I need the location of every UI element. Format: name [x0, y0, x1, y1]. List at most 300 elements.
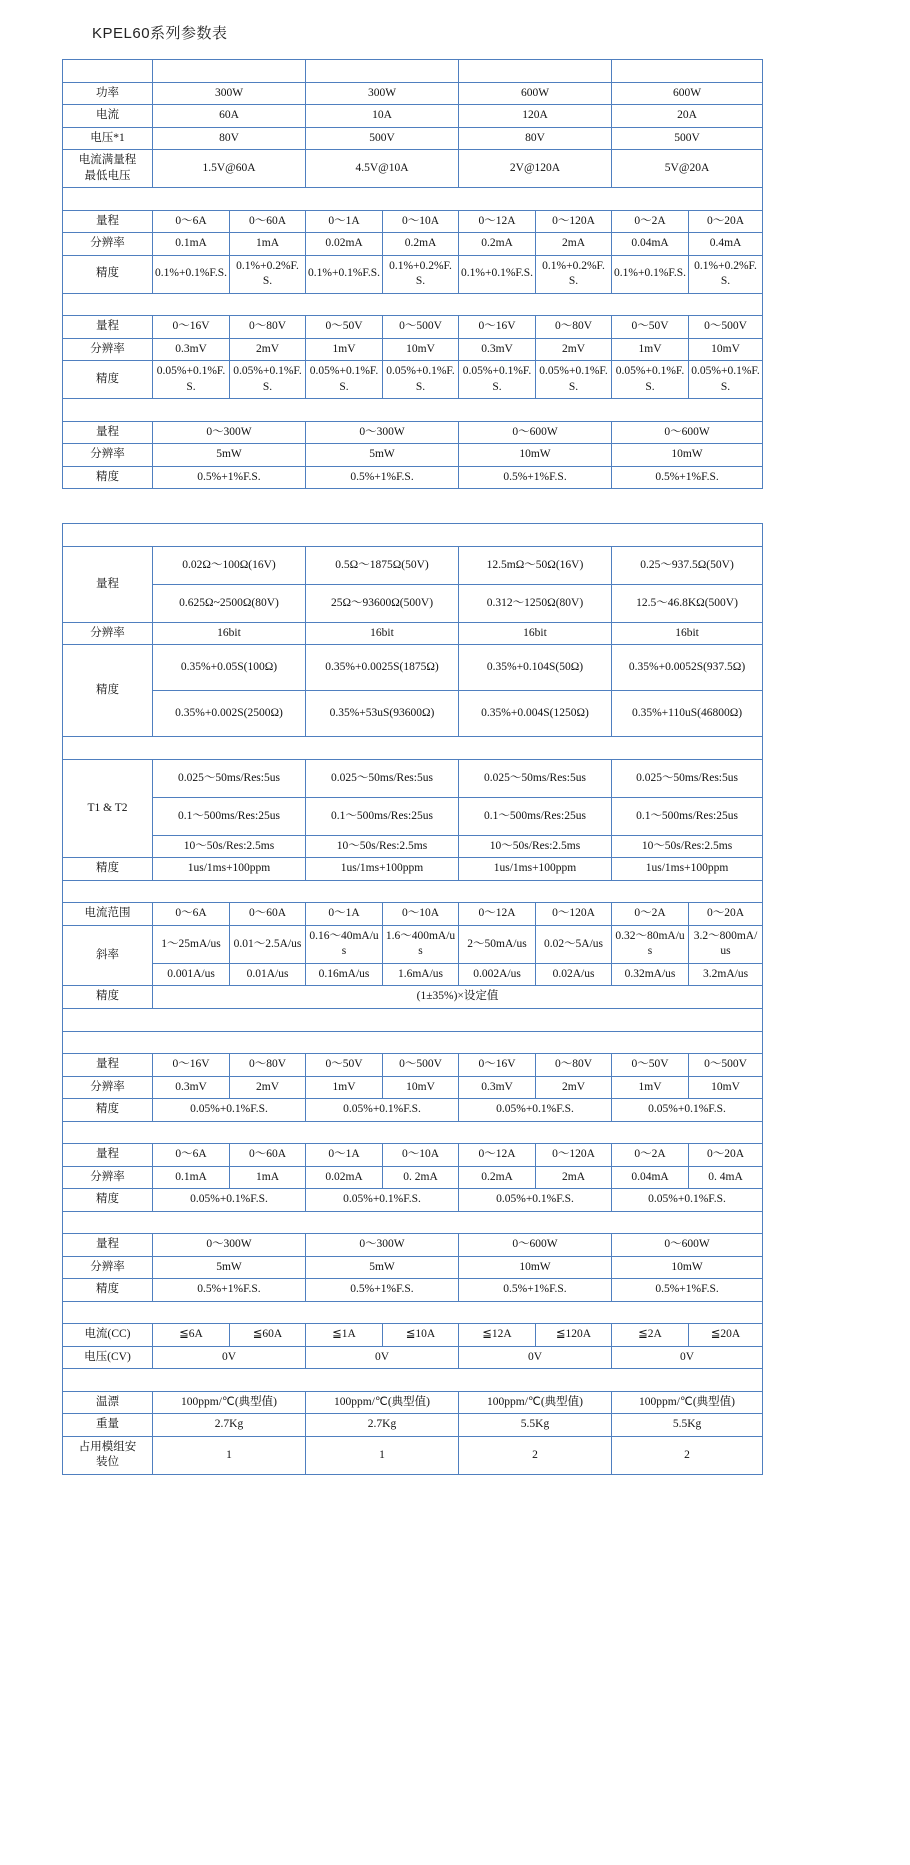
row-label-t1-t2: T1 & T2	[63, 759, 153, 858]
section-header-pmeas	[63, 1211, 763, 1234]
row-label-vmeas-range: 量程	[63, 1054, 153, 1077]
cell: 0V	[612, 1346, 763, 1369]
table-row	[63, 1189, 763, 1212]
cell: 10mW	[459, 1256, 612, 1279]
cell: 2mV	[230, 1076, 306, 1099]
row-label-short-cc: 电流(CC)	[63, 1324, 153, 1347]
row-label-module-slots	[63, 1436, 153, 1474]
cell: 0.16mA/us	[306, 963, 383, 986]
row-label-cc-range: 量程	[63, 210, 153, 233]
cell: 0～80V	[230, 1054, 306, 1077]
cell: 0.04mA	[612, 1166, 689, 1189]
cell: 0.1%+0.2%F.S.	[689, 255, 763, 293]
cell: 600W	[612, 82, 763, 105]
cell: 0.5%+1%F.S.	[306, 1279, 459, 1302]
section-title: 电压测量	[63, 1031, 763, 1054]
row-label-vmeas-resolution: 分辨率	[63, 1076, 153, 1099]
page-title: KPEL60系列参数表	[92, 25, 228, 42]
cell: 0.3mV	[459, 1076, 536, 1099]
table-row	[63, 210, 763, 233]
cell: 0～80V	[536, 316, 612, 339]
cell: 0～600W	[459, 421, 612, 444]
table-row	[63, 1144, 763, 1167]
row-label-pmeas-range: 量程	[63, 1234, 153, 1257]
row-label-cr-accuracy: 精度	[63, 645, 153, 737]
cell: 0.35%+0.004S(1250Ω)	[459, 691, 612, 737]
row-label-transient-accuracy: 精度	[63, 858, 153, 881]
cell: 10mW	[612, 1256, 763, 1279]
cell: 16bit	[153, 622, 306, 645]
row-label-cr-range: 量程	[63, 546, 153, 622]
section-title: 恒电压模式	[63, 293, 763, 316]
section-title: 斜率	[63, 880, 763, 903]
cell: 2～50mA/us	[459, 925, 536, 963]
cell: 5.5Kg	[612, 1414, 763, 1437]
cell: 80V	[153, 127, 306, 150]
cell: ≦20A	[689, 1324, 763, 1347]
cell: 2V@120A	[459, 150, 612, 188]
cell: 10mV	[383, 338, 459, 361]
cell: 100ppm/℃(典型值)	[306, 1391, 459, 1414]
cell: 1us/1ms+100ppm	[153, 858, 306, 881]
cell: 0～60A	[230, 1144, 306, 1167]
header-kpel603b: KPEL603B	[306, 60, 459, 83]
cell: 120A	[459, 105, 612, 128]
cell: 0～16V	[153, 1054, 230, 1077]
cell: 5mW	[153, 444, 306, 467]
label-line-1: 占用模组安	[78, 1440, 137, 1453]
cell: 0. 4mA	[689, 1166, 763, 1189]
cell: 0～10A	[383, 903, 459, 926]
table-row	[63, 645, 763, 691]
table-row	[63, 1346, 763, 1369]
spec-table-detail	[62, 523, 763, 1475]
cell: 100ppm/℃(典型值)	[153, 1391, 306, 1414]
cell: 0～500V	[383, 1054, 459, 1077]
cell: 2	[612, 1436, 763, 1474]
cell: 5mW	[306, 1256, 459, 1279]
cell: 0～6A	[153, 1144, 230, 1167]
cell: 0.02mA	[306, 233, 383, 256]
cell: 0～2A	[612, 903, 689, 926]
table-row	[63, 622, 763, 645]
section-header-measure	[63, 1008, 763, 1031]
cell: 0～60A	[230, 903, 306, 926]
cell: 0.1%+0.2%F.S.	[230, 255, 306, 293]
table-row	[63, 1324, 763, 1347]
section-title: 恒功率模式	[63, 399, 763, 422]
cell: 0～50V	[612, 1054, 689, 1077]
row-label-cr-resolution: 分辨率	[63, 622, 153, 645]
cell: 0～1A	[306, 903, 383, 926]
cell: 0.025～50ms/Res:5us	[459, 759, 612, 797]
section-title: 恒电阻模式	[63, 524, 763, 547]
cell: 0.04mA	[612, 233, 689, 256]
cell: 0.32mA/us	[612, 963, 689, 986]
cell: 0.5%+1%F.S.	[306, 466, 459, 489]
table-row	[63, 1076, 763, 1099]
cell: 2	[459, 1436, 612, 1474]
row-label-cv-accuracy: 精度	[63, 361, 153, 399]
table-row	[63, 1414, 763, 1437]
cell: 0.3mV	[153, 1076, 230, 1099]
table-row	[63, 444, 763, 467]
cell: (1±35%)×设定值	[153, 986, 763, 1009]
cell: 2mA	[536, 1166, 612, 1189]
cell: 0.35%+0.0025S(1875Ω)	[306, 645, 459, 691]
cell: 0.3mV	[153, 338, 230, 361]
row-label-imeas-accuracy: 精度	[63, 1189, 153, 1212]
cell: 0.025～50ms/Res:5us	[306, 759, 459, 797]
table-row	[63, 105, 763, 128]
cell: 0～300W	[306, 421, 459, 444]
cell: 10～50s/Res:2.5ms	[306, 835, 459, 858]
cell: 0.1%+0.1%F.S.	[459, 255, 536, 293]
cell: 0.002A/us	[459, 963, 536, 986]
cell: 20A	[612, 105, 763, 128]
cell: 0.05%+0.1%F.S.	[612, 1099, 763, 1122]
row-label-temp-drift: 温漂	[63, 1391, 153, 1414]
cell: 0.1%+0.1%F.S.	[153, 255, 230, 293]
cell: 0.02～5A/us	[536, 925, 612, 963]
cell: 0.1～500ms/Res:25us	[306, 797, 459, 835]
cell: 0～16V	[459, 1054, 536, 1077]
section-header-cp	[63, 399, 763, 422]
table-row	[63, 858, 763, 881]
cell: 0. 2mA	[383, 1166, 459, 1189]
cell: 1.5V@60A	[153, 150, 306, 188]
cell: 60A	[153, 105, 306, 128]
section-header-imeas	[63, 1121, 763, 1144]
cell: ≦120A	[536, 1324, 612, 1347]
row-label-current: 电流	[63, 105, 153, 128]
cell: 300W	[306, 82, 459, 105]
cell: 0～120A	[536, 1144, 612, 1167]
row-label-cv-range: 量程	[63, 316, 153, 339]
cell: 0.5Ω～1875Ω(50V)	[306, 546, 459, 584]
cell: 10mV	[689, 338, 763, 361]
cell: 2mV	[230, 338, 306, 361]
cell: 25Ω～93600Ω(500V)	[306, 584, 459, 622]
table-row	[63, 1099, 763, 1122]
cell: 0.1～500ms/Res:25us	[612, 797, 763, 835]
row-label-power: 功率	[63, 82, 153, 105]
cell: ≦12A	[459, 1324, 536, 1347]
cell: 0.32～80mA/us	[612, 925, 689, 963]
cell: ≦1A	[306, 1324, 383, 1347]
cell: 1	[153, 1436, 306, 1474]
table-row	[63, 466, 763, 489]
cell: 100ppm/℃(典型值)	[459, 1391, 612, 1414]
cell: 0.25～937.5Ω(50V)	[612, 546, 763, 584]
cell: 0.2mA	[459, 233, 536, 256]
table-row	[63, 691, 763, 737]
label-line-2: 装位	[96, 1456, 119, 1469]
table-row	[63, 127, 763, 150]
cell: 10mV	[689, 1076, 763, 1099]
cell: 0.16～40mA/us	[306, 925, 383, 963]
cell: 0～50V	[306, 316, 383, 339]
table-row	[63, 1054, 763, 1077]
section-header-transient	[63, 737, 763, 760]
cell: 0～50V	[306, 1054, 383, 1077]
cell: 0.35%+110uS(46800Ω)	[612, 691, 763, 737]
row-label-cp-accuracy: 精度	[63, 466, 153, 489]
cell: 80V	[459, 127, 612, 150]
cell: 0.01A/us	[230, 963, 306, 986]
cell: 3.2mA/us	[689, 963, 763, 986]
section-title: 电流测量	[63, 1121, 763, 1144]
header-kpel606b: KPEL606B	[612, 60, 763, 83]
cell: 12.5～46.8KΩ(500V)	[612, 584, 763, 622]
table-row	[63, 255, 763, 293]
cell: 0～600W	[612, 421, 763, 444]
cell: 0.1%+0.1%F.S.	[612, 255, 689, 293]
cell: 10mW	[459, 444, 612, 467]
header-kpel603a: KPEL603A	[153, 60, 306, 83]
section-title: 短路特性	[63, 1301, 763, 1324]
cell: 0.35%+0.002S(2500Ω)	[153, 691, 306, 737]
cell: ≦60A	[230, 1324, 306, 1347]
cell: 0.1%+0.2%F.S.	[536, 255, 612, 293]
header-kpel606a: KPEL606A	[459, 60, 612, 83]
cell: 0.625Ω~2500Ω(80V)	[153, 584, 306, 622]
cell: 1mA	[230, 233, 306, 256]
cell: 10mV	[383, 1076, 459, 1099]
cell: 0～1A	[306, 1144, 383, 1167]
section-header-cc	[63, 188, 763, 211]
cell: 0～300W	[153, 1234, 306, 1257]
cell: 10～50s/Res:2.5ms	[459, 835, 612, 858]
cell: 1mA	[230, 1166, 306, 1189]
row-label-cc-resolution: 分辨率	[63, 233, 153, 256]
cell: 0.02Ω～100Ω(16V)	[153, 546, 306, 584]
cell: 5mW	[153, 1256, 306, 1279]
row-label-short-cv: 电压(CV)	[63, 1346, 153, 1369]
table-row	[63, 797, 763, 835]
cell: 0.05%+0.1%F.S.	[230, 361, 306, 399]
cell: 2mV	[536, 1076, 612, 1099]
table-row	[63, 1256, 763, 1279]
cell: 0.025～50ms/Res:5us	[153, 759, 306, 797]
cell: 0～2A	[612, 210, 689, 233]
table-row	[63, 421, 763, 444]
cell: 0～300W	[306, 1234, 459, 1257]
cell: 0～20A	[689, 903, 763, 926]
cell: 2mV	[536, 338, 612, 361]
section-title: 功率测量	[63, 1211, 763, 1234]
row-label-cp-range: 量程	[63, 421, 153, 444]
cell: 10～50s/Res:2.5ms	[612, 835, 763, 858]
cell: 0～12A	[459, 903, 536, 926]
cell: 1us/1ms+100ppm	[459, 858, 612, 881]
cell: 0～1A	[306, 210, 383, 233]
table-row-header	[63, 60, 763, 83]
cell: 0.5%+1%F.S.	[612, 1279, 763, 1302]
spec-table-basic	[62, 59, 763, 489]
cell: 16bit	[459, 622, 612, 645]
cell: 0.35%+0.0052S(937.5Ω)	[612, 645, 763, 691]
row-label-slew-current-range: 电流范围	[63, 903, 153, 926]
section-header-vmeas	[63, 1031, 763, 1054]
table-row	[63, 150, 763, 188]
cell: 2mA	[536, 233, 612, 256]
table-row	[63, 1166, 763, 1189]
row-label-imeas-range: 量程	[63, 1144, 153, 1167]
cell: 300W	[153, 82, 306, 105]
cell: 0～10A	[383, 210, 459, 233]
cell: 0.025～50ms/Res:5us	[612, 759, 763, 797]
cell: 1mV	[306, 338, 383, 361]
cell: 0.1%+0.2%F.S.	[383, 255, 459, 293]
cell: 0～2A	[612, 1144, 689, 1167]
cell: 0～12A	[459, 1144, 536, 1167]
cell: 0.1mA	[153, 233, 230, 256]
cell: 500V	[612, 127, 763, 150]
cell: 0.05%+0.1%F.S.	[536, 361, 612, 399]
cell: 0～6A	[153, 210, 230, 233]
cell: 0～80V	[536, 1054, 612, 1077]
section-title: 测量	[63, 1008, 763, 1031]
cell: 0.1～500ms/Res:25us	[459, 797, 612, 835]
section-header-cr	[63, 524, 763, 547]
cell: 0～500V	[689, 1054, 763, 1077]
cell: 0.05%+0.1%F.S.	[689, 361, 763, 399]
cell: 0.05%+0.1%F.S.	[383, 361, 459, 399]
table-row	[63, 1436, 763, 1474]
cell: ≦6A	[153, 1324, 230, 1347]
row-label-slew-accuracy: 精度	[63, 986, 153, 1009]
cell: 0.02mA	[306, 1166, 383, 1189]
section-header-short	[63, 1301, 763, 1324]
table-row	[63, 1279, 763, 1302]
row-label-cc-accuracy: 精度	[63, 255, 153, 293]
cell: 0.05%+0.1%F.S.	[306, 1099, 459, 1122]
cell: 0V	[306, 1346, 459, 1369]
cell: 4.5V@10A	[306, 150, 459, 188]
cell: 1～25mA/us	[153, 925, 230, 963]
cell: 1mV	[612, 338, 689, 361]
table-row	[63, 546, 763, 584]
table-row	[63, 361, 763, 399]
cell: 0.05%+0.1%F.S.	[612, 361, 689, 399]
cell: 0.05%+0.1%F.S.	[612, 1189, 763, 1212]
table-row	[63, 338, 763, 361]
cell: 0～120A	[536, 210, 612, 233]
cell: 500V	[306, 127, 459, 150]
table-row	[63, 584, 763, 622]
cell: 0～10A	[383, 1144, 459, 1167]
cell: 0.1～500ms/Res:25us	[153, 797, 306, 835]
cell: 0.1%+0.1%F.S.	[306, 255, 383, 293]
cell: 0V	[459, 1346, 612, 1369]
cell: 0.5%+1%F.S.	[459, 466, 612, 489]
table-row	[63, 233, 763, 256]
cell: 0.01～2.5A/us	[230, 925, 306, 963]
row-label-voltage: 电压*1	[63, 127, 153, 150]
table-row	[63, 986, 763, 1009]
row-label-cv-resolution: 分辨率	[63, 338, 153, 361]
table-row	[63, 1391, 763, 1414]
cell: 1us/1ms+100ppm	[306, 858, 459, 881]
cell: 1.6mA/us	[383, 963, 459, 986]
table-row	[63, 925, 763, 963]
label-line-2: 最低电压	[84, 169, 131, 182]
cell: 0.001A/us	[153, 963, 230, 986]
cell: 0.05%+0.1%F.S.	[153, 361, 230, 399]
table-row	[63, 1234, 763, 1257]
cell: 5.5Kg	[459, 1414, 612, 1437]
section-header-cv	[63, 293, 763, 316]
cell: 10～50s/Res:2.5ms	[153, 835, 306, 858]
cell: 0.5%+1%F.S.	[153, 1279, 306, 1302]
section-title: 恒电流模式	[63, 188, 763, 211]
cell: 1.6～400mA/us	[383, 925, 459, 963]
table-row	[63, 82, 763, 105]
cell: 100ppm/℃(典型值)	[612, 1391, 763, 1414]
table-row	[63, 759, 763, 797]
cell: 0.2mA	[383, 233, 459, 256]
cell: 0.5%+1%F.S.	[459, 1279, 612, 1302]
cell: ≦2A	[612, 1324, 689, 1347]
cell: 0～300W	[153, 421, 306, 444]
row-label-min-voltage	[63, 150, 153, 188]
cell: 0.312～1250Ω(80V)	[459, 584, 612, 622]
table-row	[63, 963, 763, 986]
row-label-vmeas-accuracy: 精度	[63, 1099, 153, 1122]
cell: 0.35%+0.05S(100Ω)	[153, 645, 306, 691]
section-header-slew	[63, 880, 763, 903]
cell: 0.05%+0.1%F.S.	[306, 1189, 459, 1212]
row-label-cp-resolution: 分辨率	[63, 444, 153, 467]
cell: 3.2～800mA/us	[689, 925, 763, 963]
cell: 0～80V	[230, 316, 306, 339]
cell: 0.02A/us	[536, 963, 612, 986]
cell: 0.5%+1%F.S.	[612, 466, 763, 489]
cell: 0～6A	[153, 903, 230, 926]
cell: 0.05%+0.1%F.S.	[153, 1099, 306, 1122]
cell: 1mV	[612, 1076, 689, 1099]
header-model: 型号	[63, 60, 153, 83]
cell: 0.05%+0.1%F.S.	[306, 361, 383, 399]
cell: 12.5mΩ～50Ω(16V)	[459, 546, 612, 584]
cell: 0.05%+0.1%F.S.	[153, 1189, 306, 1212]
cell: 0.5%+1%F.S.	[153, 466, 306, 489]
cell: 2.7Kg	[306, 1414, 459, 1437]
cell: 0.2mA	[459, 1166, 536, 1189]
cell: 0～60A	[230, 210, 306, 233]
cell: 16bit	[612, 622, 763, 645]
cell: 5V@20A	[612, 150, 763, 188]
cell: 5mW	[306, 444, 459, 467]
cell: 0～500V	[689, 316, 763, 339]
cell: 10mW	[612, 444, 763, 467]
cell: 10A	[306, 105, 459, 128]
row-label-imeas-resolution: 分辨率	[63, 1166, 153, 1189]
cell: 0.4mA	[689, 233, 763, 256]
cell: 0.35%+53uS(93600Ω)	[306, 691, 459, 737]
cell: 0.1mA	[153, 1166, 230, 1189]
cell: 1mV	[306, 1076, 383, 1099]
cell: ≦10A	[383, 1324, 459, 1347]
cell: 0～20A	[689, 210, 763, 233]
table-row	[63, 316, 763, 339]
section-title: 其它特性	[63, 1369, 763, 1392]
row-label-pmeas-accuracy: 精度	[63, 1279, 153, 1302]
cell: 0～50V	[612, 316, 689, 339]
table-row	[63, 835, 763, 858]
cell: 0.35%+0.104S(50Ω)	[459, 645, 612, 691]
